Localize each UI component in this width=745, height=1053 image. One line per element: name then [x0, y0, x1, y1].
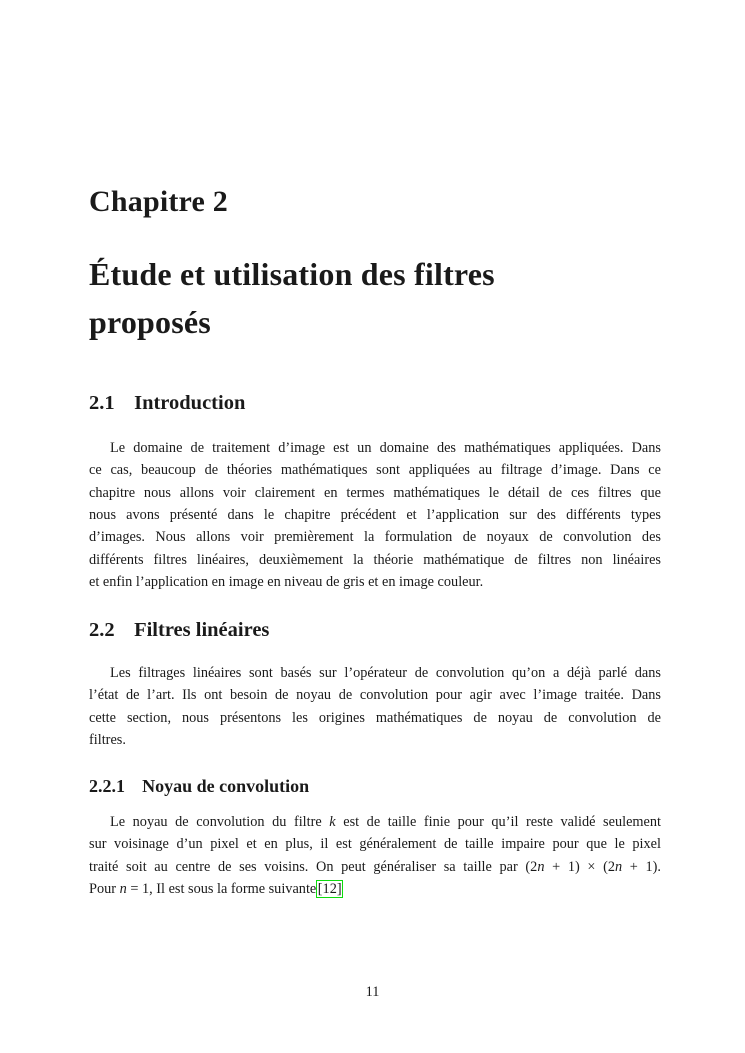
- text-line: filtres.: [89, 732, 126, 749]
- section-heading-filtres-lineaires: [89, 619, 661, 642]
- citation-link[interactable]: [12]: [317, 881, 342, 898]
- text-line: Le domaine de traitement d’image est un domaine des mathématiques appliquées. Dans: [110, 440, 661, 456]
- chapter-title-line: proposés: [89, 304, 211, 340]
- text-line: traité soit au centre de ses voisins. On peut généraliser sa taille par (2n + 1) × (2n + 1).: [89, 858, 661, 875]
- chapter-number-heading: Chapitre 2: [89, 185, 228, 218]
- text-line: l’état de l’art. Ils ont besoin de noyau de convolution pour agir avec l’image traitée. Dans: [89, 687, 661, 704]
- text-line: différents filtres linéaires, deuxièmement la théorie mathématique de filtres non linéaires: [89, 551, 661, 568]
- section-title: Filtres linéaires: [134, 619, 270, 641]
- text-line: cette section, nous présentons les origines mathématiques de noyau de convolution de: [89, 709, 661, 726]
- section-heading-introduction: [89, 392, 661, 415]
- text-line: nous avons présenté dans le chapitre précédent et l’application sur des différents types: [89, 507, 661, 524]
- section-number: 2.1: [89, 392, 115, 414]
- filtres-lineaires-paragraph: [89, 662, 661, 751]
- text-line: et enfin l’application en image en niveau de gris et en image couleur.: [89, 574, 484, 591]
- section-title: Noyau de convolution: [142, 776, 310, 796]
- subsection-heading-noyau-de-convolution: [89, 776, 661, 797]
- math-variable: n: [537, 858, 545, 875]
- text-line: Pour n = 1, Il est sous la forme suivante [12]: [89, 881, 342, 898]
- introduction-paragraph: [89, 437, 661, 593]
- chapter-title-line: Étude et utilisation des filtres: [89, 256, 495, 292]
- math-variable: n: [615, 858, 623, 875]
- page-number: 11: [365, 984, 380, 1000]
- text-line: sur voisinage d’un pixel et en plus, il est généralement de taille impaire pour que le pixel: [89, 836, 661, 853]
- text-line: Le noyau de convolution du filtre k est de taille finie pour qu’il reste validé seulement: [110, 814, 661, 830]
- text-line: chapitre nous allons voir clairement en termes mathématiques le détail de ces filtres que: [89, 484, 661, 501]
- text-line: d’images. Nous allons voir premièrement la formulation de noyaux de convolution des: [89, 529, 661, 546]
- noyau-paragraph: [89, 811, 661, 900]
- math-variable: k: [329, 814, 336, 830]
- section-title: Introduction: [134, 392, 246, 414]
- section-number: 2.2.1: [89, 776, 125, 796]
- section-number: 2.2: [89, 619, 115, 641]
- chapter-title: [89, 250, 661, 346]
- text-line: Les filtrages linéaires sont basés sur l’opérateur de convolution qu’on a déjà parlé dans: [110, 665, 661, 681]
- text-line: ce cas, beaucoup de théories mathématiques sont appliquées au filtrage d’image. Dans ce: [89, 462, 661, 479]
- math-variable: n: [119, 881, 127, 898]
